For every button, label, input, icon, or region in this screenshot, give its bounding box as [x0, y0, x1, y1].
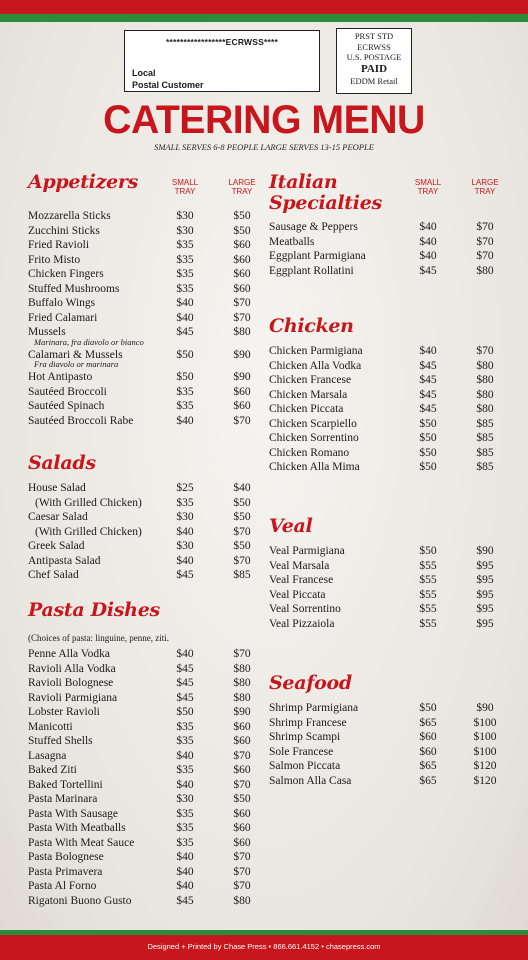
menu-item-name: Sautéed Spinach: [28, 400, 105, 412]
price-large: $60: [233, 836, 251, 849]
price-large: $80: [476, 388, 494, 401]
price-large: $80: [233, 894, 251, 907]
menu-item-name: Meatballs: [269, 235, 315, 248]
menu-item-name: House Salad: [28, 482, 86, 494]
price-large: $70: [476, 235, 494, 248]
price-small: $30: [176, 511, 194, 523]
price-large: $85: [476, 461, 494, 473]
price-small: $50: [176, 706, 194, 718]
price-small: $35: [176, 385, 194, 398]
menu-item-name: Ravioli Bolognese: [28, 677, 114, 689]
menu-item-name: Lasagna: [28, 749, 67, 762]
price-small: $50: [419, 461, 437, 473]
price-large: $85: [233, 569, 251, 581]
price-large: $70: [476, 345, 494, 357]
menu-item-name: Zucchini Sticks: [28, 224, 100, 237]
price-small: $45: [176, 569, 194, 581]
price-large: $60: [233, 400, 251, 412]
menu-item-name: Veal Marsala: [269, 559, 330, 572]
price-large: $90: [476, 545, 494, 557]
menu-item-name: Pasta With Sausage: [28, 807, 119, 820]
price-large: $70: [233, 648, 251, 660]
menu-item-name: Rigatoni Buono Gusto: [28, 894, 132, 907]
price-small: $65: [419, 774, 437, 787]
top-stripe: [0, 0, 528, 22]
menu-item-name: Shrimp Scampi: [269, 731, 341, 743]
menu-item-name: Stuffed Shells: [28, 735, 93, 747]
menu-item-name: Eggplant Parmigiana: [269, 250, 366, 262]
menu-item-name: Salmon Alla Casa: [269, 774, 352, 787]
price-large: $60: [233, 807, 251, 820]
price-large: $100: [473, 716, 497, 729]
price-large: $60: [233, 720, 251, 733]
tray-label: TRAY: [417, 187, 439, 196]
menu-item-name: Chicken Francese: [269, 374, 352, 386]
price-large: $85: [476, 417, 494, 430]
menu-item-note: Marinara, fra diavolo or bianco: [34, 336, 144, 347]
address-label: [124, 30, 320, 92]
menu-item-name: (With Grilled Chicken): [35, 496, 142, 509]
price-small: $45: [419, 388, 437, 401]
menu-item-name: Chicken Marsala: [269, 388, 348, 401]
price-small: $45: [176, 677, 194, 689]
menu-item-name: Veal Pizzaiola: [269, 617, 335, 630]
price-large: $70: [233, 414, 251, 427]
menu-item-name: Caesar Salad: [28, 511, 88, 523]
price-small: $45: [419, 403, 437, 415]
menu-item-name: Ravioli Alla Vodka: [28, 662, 116, 675]
price-small: $35: [176, 282, 194, 295]
price-small: $40: [176, 865, 194, 878]
address-customer: Postal Customer: [132, 80, 204, 90]
price-large: $80: [233, 326, 251, 338]
tray-header-small: [165, 178, 205, 196]
price-large: $85: [476, 446, 494, 459]
tray-label: TRAY: [231, 187, 253, 196]
price-small: $50: [419, 702, 437, 714]
menu-item-name: Pasta With Meat Sauce: [28, 836, 135, 849]
menu-item-name: Hot Antipasto: [28, 371, 93, 383]
section-heading-appetizers: Appetizers: [28, 171, 138, 193]
price-large: $70: [476, 250, 494, 262]
price-small: $30: [176, 793, 194, 805]
price-large: $60: [233, 268, 251, 280]
price-large: $50: [233, 224, 251, 237]
menu-item-name: Chicken Alla Mima: [269, 461, 360, 473]
tray-header-large: [465, 178, 505, 196]
price-small: $35: [176, 496, 194, 509]
menu-item-name: Sole Francese: [269, 745, 334, 758]
price-small: $40: [419, 345, 437, 357]
tray-label: TRAY: [174, 187, 196, 196]
menu-item-name: Eggplant Rollatini: [269, 264, 354, 277]
price-small: $40: [176, 778, 194, 791]
price-small: $40: [176, 880, 194, 892]
menu-item-name: Calamari & Mussels: [28, 348, 123, 361]
postage-line: PRST STD: [354, 31, 394, 41]
price-small: $35: [176, 253, 194, 266]
price-small: $35: [176, 836, 194, 849]
price-small: $40: [176, 749, 194, 762]
price-large: $90: [233, 706, 251, 718]
price-large: $60: [233, 253, 251, 266]
tray-label: TRAY: [474, 187, 496, 196]
footer-bar: [0, 930, 528, 960]
price-small: $65: [419, 716, 437, 729]
price-large: $120: [473, 760, 497, 772]
serving-subtitle: SMALL SERVES 6-8 PEOPLE LARGE SERVES 13-15 PEOPLE: [154, 142, 374, 152]
price-small: $60: [419, 731, 437, 743]
page-title: CATERING MENU: [103, 98, 425, 142]
price-large: $90: [476, 702, 494, 714]
price-large: $40: [233, 482, 251, 494]
menu-item-name: Chicken Sorrentino: [269, 432, 359, 444]
price-large: $60: [233, 735, 251, 747]
price-large: $70: [233, 778, 251, 791]
price-small: $40: [419, 250, 437, 262]
price-small: $30: [176, 224, 194, 237]
pasta-choices-note: (Choices of pasta: linguine, penne, ziti.: [28, 633, 169, 643]
menu-item-name: Chicken Romano: [269, 446, 350, 459]
menu-item-name: Veal Parmigiana: [269, 545, 345, 557]
price-large: $80: [476, 403, 494, 415]
menu-item-name: Sautéed Broccoli Rabe: [28, 414, 134, 427]
price-large: $60: [233, 822, 251, 834]
price-small: $45: [176, 894, 194, 907]
price-small: $45: [176, 691, 194, 704]
top-red-band: [0, 0, 528, 14]
price-small: $55: [419, 588, 437, 601]
price-small: $35: [176, 239, 194, 251]
menu-item-name: Shrimp Parmigiana: [269, 702, 359, 714]
address-stars: *****************ECRWSS****: [165, 37, 279, 47]
price-large: $60: [233, 385, 251, 398]
price-large: $70: [476, 221, 494, 233]
price-small: $50: [176, 348, 194, 361]
price-large: $70: [233, 865, 251, 878]
price-small: $35: [176, 764, 194, 776]
price-small: $35: [176, 822, 194, 834]
section-heading-veal: Veal: [269, 515, 313, 537]
menu-item-name: Manicotti: [28, 720, 73, 733]
price-small: $65: [419, 760, 437, 772]
menu-item-name: Pasta Al Forno: [28, 880, 97, 892]
price-small: $55: [419, 617, 437, 630]
price-small: $45: [419, 359, 437, 372]
menu-item-name: Sausage & Peppers: [269, 221, 358, 233]
menu-item-name: Pasta Marinara: [28, 793, 98, 805]
menu-item-name: Baked Tortellini: [28, 778, 103, 791]
price-large: $90: [233, 371, 251, 383]
menu-item-name: Salmon Piccata: [269, 760, 341, 772]
menu-item-name: Pasta Bolognese: [28, 851, 104, 863]
tray-header-small: [408, 178, 448, 196]
price-small: $40: [176, 297, 194, 309]
tray-large-label: LARGE: [228, 178, 256, 187]
price-large: $70: [233, 880, 251, 892]
menu-item-name: Penne Alla Vodka: [28, 648, 110, 660]
postage-line: ECRWSS: [357, 41, 391, 52]
price-small: $50: [176, 371, 194, 383]
price-large: $95: [476, 617, 494, 630]
menu-item-name: Veal Francese: [269, 574, 334, 586]
price-large: $80: [233, 677, 251, 689]
price-small: $55: [419, 574, 437, 586]
menu-item-name: Frito Misto: [28, 253, 81, 266]
price-large: $50: [233, 511, 251, 523]
price-large: $60: [233, 282, 251, 295]
price-large: $95: [476, 603, 494, 615]
price-small: $30: [176, 210, 194, 222]
menu-item-name: Ravioli Parmigiana: [28, 691, 118, 704]
menu-item-name: Antipasta Salad: [28, 554, 101, 567]
menu-item-name: Chicken Alla Vodka: [269, 359, 362, 372]
postage-indicia: [336, 28, 412, 94]
price-small: $50: [419, 545, 437, 557]
menu-item-name: (With Grilled Chicken): [35, 525, 142, 538]
price-small: $35: [176, 735, 194, 747]
price-large: $50: [233, 496, 251, 509]
price-small: $40: [419, 235, 437, 248]
price-small: $40: [176, 414, 194, 427]
postage-line: U.S. POSTAGE: [346, 52, 402, 62]
menu-item-name: Chicken Fingers: [28, 268, 104, 280]
menu-item-name: Veal Piccata: [269, 588, 326, 601]
tray-small-label: SMALL: [414, 178, 442, 187]
price-small: $40: [176, 525, 194, 538]
price-small: $35: [176, 268, 194, 280]
price-large: $95: [476, 559, 494, 572]
section-heading-pasta-dishes: Pasta Dishes: [28, 599, 160, 621]
price-large: $50: [233, 210, 251, 222]
price-large: $60: [233, 239, 251, 251]
menu-item-name: Greek Salad: [28, 540, 85, 552]
price-large: $50: [233, 540, 251, 552]
price-small: $35: [176, 400, 194, 412]
section-heading-chicken: Chicken: [269, 315, 354, 337]
price-large: $70: [233, 525, 251, 538]
menu-item-name: Pasta Primavera: [28, 865, 103, 878]
price-small: $45: [176, 326, 194, 338]
price-large: $80: [476, 374, 494, 386]
price-large: $80: [476, 264, 494, 277]
price-large: $100: [473, 745, 497, 758]
price-small: $40: [176, 554, 194, 567]
price-large: $80: [476, 359, 494, 372]
footer-credit: Designed + Printed by Chase Press • 866.661.4152 • chasepress.com: [0, 935, 528, 960]
price-small: $35: [176, 720, 194, 733]
tray-small-label: SMALL: [171, 178, 199, 187]
price-small: $45: [419, 374, 437, 386]
address-local: Local: [132, 68, 156, 78]
menu-item-name: Shrimp Francese: [269, 716, 347, 729]
menu-item-name: Mussels: [28, 326, 66, 338]
section-heading-salads: Salads: [28, 452, 96, 474]
price-large: $70: [233, 311, 251, 324]
menu-item-name: Pasta With Meatballs: [28, 822, 126, 834]
menu-item-name: Mozzarella Sticks: [28, 210, 111, 222]
price-small: $30: [176, 540, 194, 552]
price-large: $60: [233, 764, 251, 776]
section-heading-italian-specialties: Italian Specialties: [269, 171, 382, 214]
price-large: $120: [473, 774, 497, 787]
top-green-band: [0, 14, 528, 22]
menu-item-name: Buffalo Wings: [28, 297, 96, 309]
menu-item-name: Veal Sorrentino: [269, 603, 341, 615]
price-small: $50: [419, 446, 437, 459]
section-heading-seafood: Seafood: [269, 672, 352, 694]
price-small: $40: [176, 851, 194, 863]
menu-item-name: Sautéed Broccoli: [28, 385, 107, 398]
price-small: $25: [176, 482, 194, 494]
price-small: $55: [419, 603, 437, 615]
price-large: $80: [233, 691, 251, 704]
price-small: $40: [176, 648, 194, 660]
price-large: $70: [233, 851, 251, 863]
menu-item-name: Baked Ziti: [28, 764, 77, 776]
price-large: $70: [233, 749, 251, 762]
price-large: $95: [476, 588, 494, 601]
price-small: $45: [176, 662, 194, 675]
menu-item-name: Chicken Scarpiello: [269, 417, 357, 430]
price-large: $70: [233, 297, 251, 309]
menu-item-name: Lobster Ravioli: [28, 706, 100, 718]
tray-large-label: LARGE: [471, 178, 499, 187]
price-small: $50: [419, 417, 437, 430]
price-small: $45: [419, 264, 437, 277]
price-small: $60: [419, 745, 437, 758]
postage-paid: PAID: [360, 62, 388, 75]
price-small: $35: [176, 807, 194, 820]
price-small: $50: [419, 432, 437, 444]
menu-item-name: Stuffed Mushrooms: [28, 282, 120, 295]
price-large: $85: [476, 432, 494, 444]
price-large: $80: [233, 662, 251, 675]
postage-line: EDDM Retail: [350, 75, 398, 86]
menu-item-name: Fried Ravioli: [28, 239, 90, 251]
price-large: $95: [476, 574, 494, 586]
menu-item-name: Fried Calamari: [28, 311, 98, 324]
menu-item-name: Chicken Parmigiana: [269, 345, 363, 357]
tray-header-large: [222, 178, 262, 196]
price-large: $90: [233, 348, 251, 361]
menu-item-name: Chef Salad: [28, 569, 79, 581]
price-large: $100: [473, 731, 497, 743]
menu-item-note: Fra diavolo or marinara: [34, 359, 119, 369]
price-large: $50: [233, 793, 251, 805]
price-small: $55: [419, 559, 437, 572]
price-large: $70: [233, 554, 251, 567]
menu-item-name: Chicken Piccata: [269, 403, 344, 415]
price-small: $40: [176, 311, 194, 324]
price-small: $40: [419, 221, 437, 233]
